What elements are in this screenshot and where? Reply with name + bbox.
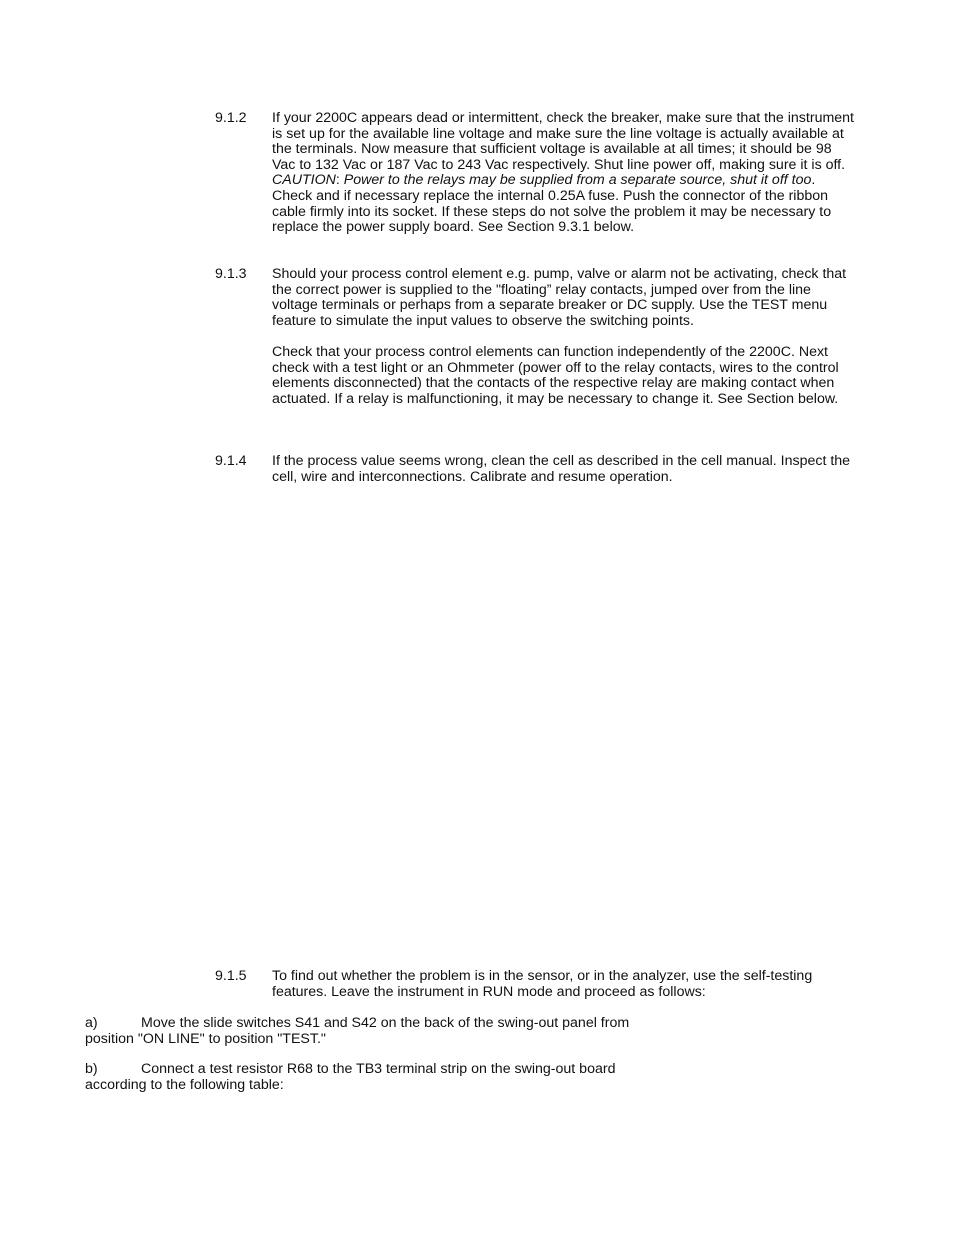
section-number: 9.1.2	[215, 110, 247, 126]
section-paragraph: To find out whether the problem is in the sensor, or in the analyzer, use the self-testing features. Leave the instrument in RUN mode and proceed as follows:	[272, 968, 813, 1000]
step-text: Move the slide switches S41 and S42 on the back of the swing-out panel from position "ON LINE" to position "TEST."	[85, 1015, 630, 1047]
caution-text: Power to the relays may be supplied from a separate source, shut it off too	[343, 172, 812, 189]
step-label: b)	[85, 1061, 98, 1077]
section-number: 9.1.4	[215, 453, 247, 469]
section-paragraph: Should your process control element e.g. pump, valve or alarm not be activating, check that the correct power is supplied to the "floating” relay contacts, jumped over from the line voltage terminals or perhaps from a separate breaker or DC supply. Use the TEST menu feature to simulate the input values to observe the switching points.	[272, 266, 847, 329]
step-label: a)	[85, 1015, 98, 1031]
section-number: 9.1.3	[215, 266, 247, 282]
step-b	[85, 1062, 640, 1093]
section-paragraph: If the process value seems wrong, clean the cell as described in the cell manual. Inspect the cell, wire and interconnections. Calibrate and resume operation.	[272, 453, 851, 485]
step-a	[85, 1016, 640, 1047]
caution-colon: :	[335, 172, 344, 189]
step-text: Connect a test resistor R68 to the TB3 terminal strip on the swing-out board according to the following table:	[85, 1061, 616, 1093]
section-body	[272, 454, 855, 485]
section-body	[272, 267, 855, 407]
caution-label: CAUTION	[272, 172, 336, 189]
section-body	[272, 111, 855, 236]
section-paragraph	[272, 111, 855, 236]
section-paragraph: Check that your process control elements can function independently of the 2200C. Next check with a test light or an Ohmmeter (power off to the relay contacts, wires to the control elements disconnected) that the contacts of the respective relay are making contact when actuated. If a relay is malfunctioning, it may be necessary to change it. See Section below.	[272, 343, 839, 407]
section-body	[272, 969, 855, 1000]
paragraph-text: If your 2200C appears dead or intermittent, check the breaker, make sure that the instrument is set up for the available line voltage and make sure the line voltage is actually available at the terminals. Now measure that sufficient voltage is available at all times; it should be 98 Vac to 132 Vac or 187 Vac to 243 Vac respectively. Shut line power off, making sure it is off.	[272, 110, 854, 173]
paragraph-text-continued: . Check and if necessary replace the internal 0.25A fuse. Push the connector of the ribbon cable firmly into its socket. If these steps do not solve the problem it may be necessary to replace the power supply board. See Section 9.3.1 below.	[272, 172, 832, 236]
section-number: 9.1.5	[215, 968, 247, 984]
